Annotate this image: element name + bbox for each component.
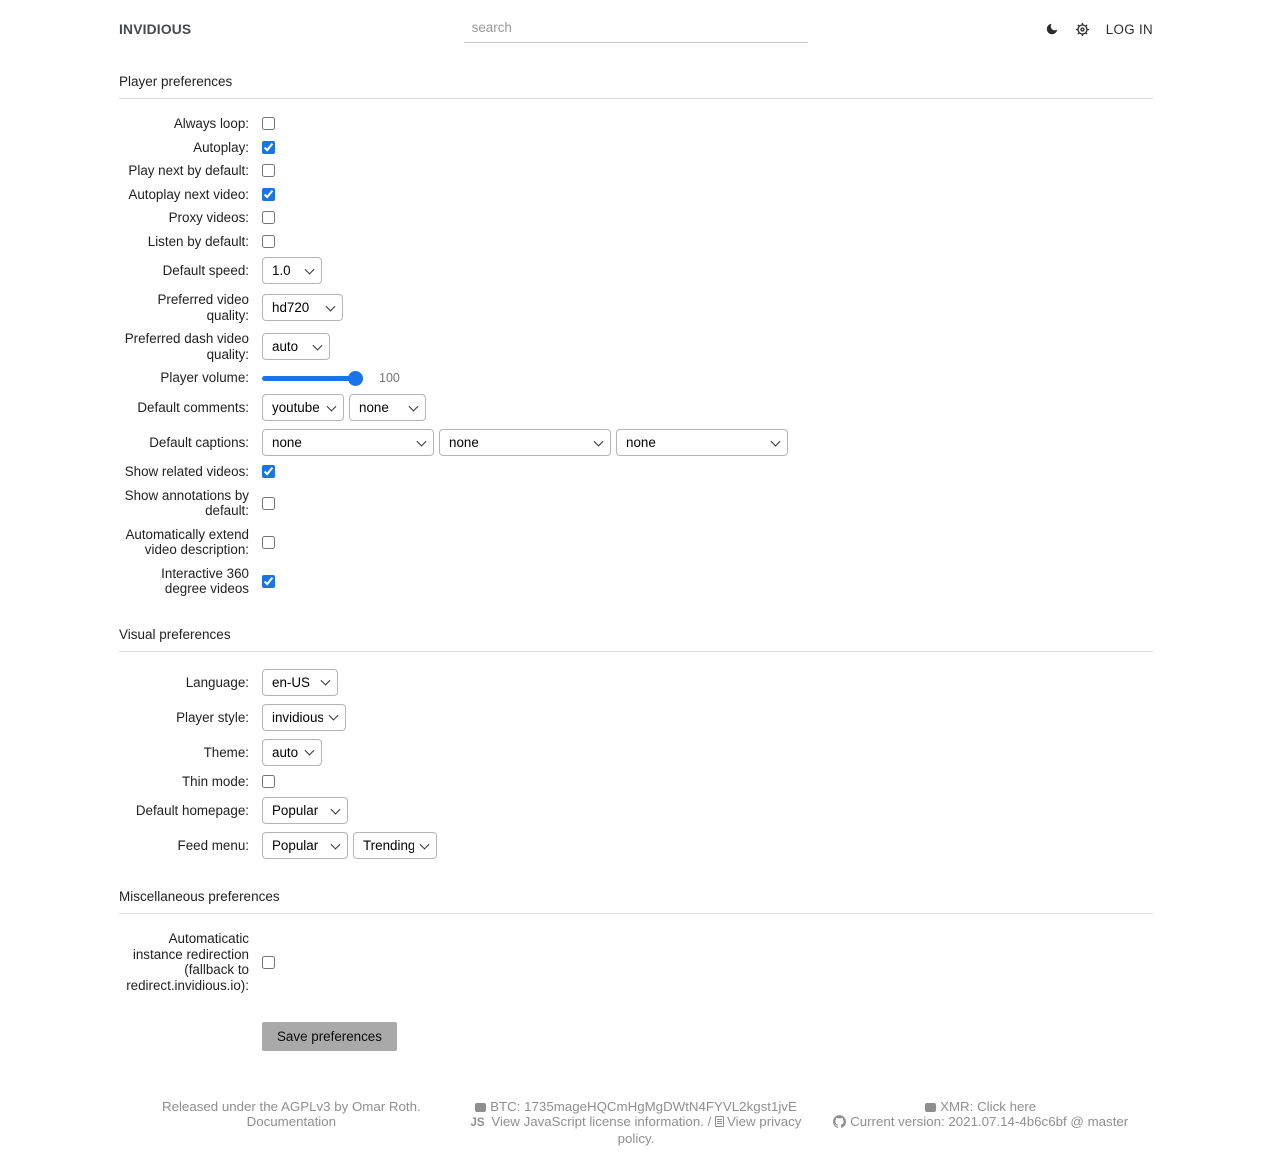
visual-preferences-section (119, 652, 1153, 870)
related-videos-label: Show related videos: (124, 464, 249, 480)
github-icon (833, 1115, 846, 1128)
dark-mode-toggle[interactable] (1045, 22, 1059, 36)
footer-separator: / (707, 1114, 712, 1130)
player-style-label: Player style: (176, 709, 249, 725)
comments-primary-select-wrap (262, 394, 344, 421)
pref-row-extend-description (119, 527, 1153, 558)
document-icon (715, 1116, 724, 1127)
pref-row-annotations (119, 488, 1153, 519)
play-next-label: Play next by default: (128, 163, 249, 179)
js-license-link[interactable]: View JavaScript license information. (491, 1114, 704, 1130)
annotations-label: Show annotations by default: (124, 487, 249, 519)
comments-primary-select[interactable] (262, 394, 344, 421)
related-videos-checkbox[interactable] (262, 465, 275, 478)
auto-redirect-checkbox[interactable] (262, 956, 275, 969)
language-select-wrap (262, 669, 338, 696)
listen-default-checkbox[interactable] (262, 235, 275, 248)
navbar-left (119, 22, 464, 37)
search-input[interactable] (464, 15, 809, 43)
vr360-checkbox[interactable] (262, 575, 275, 588)
pref-row-player-style (119, 704, 1153, 731)
version-prefix: Current version: (850, 1114, 945, 1130)
always-loop-checkbox[interactable] (262, 117, 275, 130)
navbar-search (464, 15, 809, 43)
captions-third-select[interactable] (616, 429, 788, 456)
default-captions-label: Default captions: (149, 434, 249, 450)
pref-row-default-captions (119, 429, 1153, 456)
annotations-checkbox[interactable] (262, 497, 275, 510)
javascript-icon: JS (470, 1117, 485, 1130)
misc-preferences-section (119, 914, 1153, 1052)
pref-row-feed-menu (119, 832, 1153, 859)
vr360-label: Interactive 360 degree videos (161, 565, 249, 597)
default-speed-select[interactable] (262, 257, 322, 284)
player-volume-label: Player volume: (160, 370, 249, 386)
save-preferences-button[interactable]: Save preferences (262, 1022, 397, 1051)
extend-description-label: Automatically extend video description: (125, 526, 249, 558)
moon-icon (1045, 22, 1059, 36)
brand-logo[interactable]: INVIDIOUS (119, 21, 192, 37)
gear-icon (1075, 22, 1090, 37)
footer-version-block (808, 1099, 1153, 1147)
privacy-policy-link[interactable]: View privacy policy. (617, 1114, 802, 1146)
comments-fallback-select-wrap (349, 394, 426, 421)
pref-row-theme (119, 739, 1153, 766)
documentation-link[interactable]: Documentation (246, 1114, 337, 1130)
captions-second-select-wrap (439, 429, 611, 456)
language-select[interactable] (262, 669, 338, 696)
language-label: Language: (185, 674, 249, 690)
homepage-label: Default homepage: (135, 803, 249, 819)
player-volume-slider[interactable] (262, 376, 363, 381)
pref-row-proxy-videos (119, 210, 1153, 226)
player-volume-value: 100 (379, 371, 400, 386)
pref-row-listen-default (119, 234, 1153, 250)
pref-row-video-quality (119, 292, 1153, 323)
section-title-player: Player preferences (119, 74, 1153, 99)
extend-description-checkbox[interactable] (262, 536, 275, 549)
dash-quality-select[interactable] (262, 333, 330, 360)
autoplay-next-checkbox[interactable] (262, 188, 275, 201)
footer-license-block (119, 1099, 464, 1147)
video-quality-select-wrap (262, 294, 343, 321)
xmr-prefix: XMR: (940, 1098, 974, 1114)
proxy-videos-label: Proxy videos: (168, 210, 249, 226)
top-navbar (119, 0, 1153, 54)
pref-row-thin-mode (119, 774, 1153, 790)
pref-row-related-videos (119, 464, 1153, 480)
xmr-link[interactable]: Click here (977, 1098, 1037, 1114)
play-next-checkbox[interactable] (262, 164, 275, 177)
video-quality-select[interactable] (262, 294, 343, 321)
feed-menu-second-select[interactable] (353, 832, 437, 859)
navbar-right (808, 22, 1153, 37)
section-title-misc: Miscellaneous preferences (119, 889, 1153, 914)
auto-redirect-label: Automaticatic instance redirection (fallback to redirect.invidious.io): (126, 931, 249, 994)
pref-row-vr360 (119, 566, 1153, 597)
player-style-select-wrap (262, 704, 346, 731)
feed-menu-first-select[interactable] (262, 832, 348, 859)
theme-label: Theme: (203, 744, 249, 760)
theme-select-wrap (262, 739, 322, 766)
pref-row-autoplay-next (119, 187, 1153, 203)
dash-quality-select-wrap (262, 333, 330, 360)
pref-row-homepage (119, 797, 1153, 824)
feed-menu-second-select-wrap (353, 832, 437, 859)
listen-default-label: Listen by default: (147, 233, 249, 249)
always-loop-label: Always loop: (173, 116, 249, 131)
section-title-visual: Visual preferences (119, 627, 1153, 652)
footer-donate-block (464, 1099, 809, 1147)
player-style-select[interactable] (262, 704, 346, 731)
video-quality-label: Preferred video quality: (157, 292, 249, 323)
preferences-page (119, 74, 1153, 1053)
preferences-link[interactable] (1075, 22, 1090, 37)
autoplay-label: Autoplay: (193, 139, 249, 155)
homepage-select[interactable] (262, 797, 348, 824)
pref-row-play-next (119, 163, 1153, 179)
default-speed-label: Default speed: (162, 263, 249, 278)
thin-mode-label: Thin mode: (182, 773, 249, 789)
captions-third-select-wrap (616, 429, 788, 456)
dash-quality-label: Preferred dash video quality: (124, 331, 249, 362)
autoplay-checkbox[interactable] (262, 141, 275, 154)
pref-row-default-comments (119, 394, 1153, 421)
login-link[interactable]: LOG IN (1105, 21, 1153, 37)
proxy-videos-checkbox[interactable] (262, 211, 275, 224)
pref-row-always-loop (119, 116, 1153, 132)
pref-row-player-volume (119, 370, 1153, 386)
page-footer (119, 1083, 1153, 1169)
feed-menu-label: Feed menu: (177, 838, 249, 854)
bitcoin-icon (475, 1103, 486, 1112)
captions-first-select[interactable] (262, 429, 434, 456)
license-text: Released under the AGPLv3 by Omar Roth. (161, 1098, 421, 1114)
pref-row-default-speed (119, 257, 1153, 284)
homepage-select-wrap (262, 797, 348, 824)
thin-mode-checkbox[interactable] (262, 775, 275, 788)
monero-icon (925, 1103, 936, 1112)
captions-first-select-wrap (262, 429, 434, 456)
autoplay-next-label: Autoplay next video: (128, 186, 249, 202)
theme-select[interactable] (262, 739, 322, 766)
btc-address: BTC: 1735mageHQCmHgMgDWtN4FYVL2kgst1jvE (490, 1098, 797, 1114)
captions-second-select[interactable] (439, 429, 611, 456)
pref-row-dash-quality (119, 331, 1153, 362)
feed-menu-first-select-wrap (262, 832, 348, 859)
player-preferences-section (119, 99, 1153, 607)
default-comments-label: Default comments: (137, 399, 249, 415)
pref-row-language (119, 669, 1153, 696)
pref-row-auto-redirect (119, 931, 1153, 993)
pref-row-autoplay (119, 140, 1153, 156)
version-link[interactable]: 2021.07.14-4b6c6bf @ master (948, 1114, 1129, 1130)
default-speed-select-wrap (262, 257, 322, 284)
comments-fallback-select[interactable] (349, 394, 426, 421)
